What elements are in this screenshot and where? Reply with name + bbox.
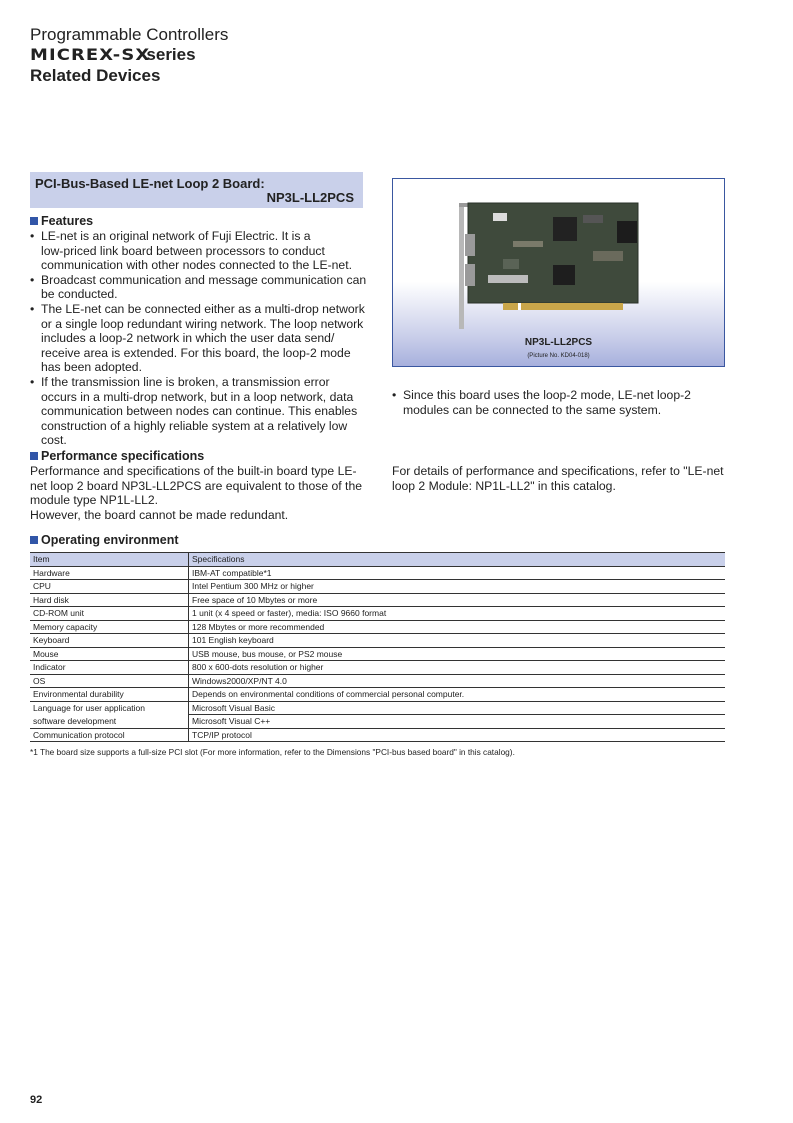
table-row <box>30 620 725 634</box>
cell-item: Environmental durability <box>30 688 189 702</box>
operating-environment-table <box>30 552 725 742</box>
column-header: Item <box>30 553 189 567</box>
table-row <box>30 634 725 648</box>
cell-item: Hard disk <box>30 593 189 607</box>
cell-spec: Windows2000/XP/NT 4.0 <box>189 674 726 688</box>
cell-spec: Microsoft Visual C++ <box>189 715 726 729</box>
text-line: Performance and specifications of the built-in board type LE- <box>30 464 357 478</box>
performance-heading <box>30 449 204 463</box>
chip <box>617 221 637 243</box>
cell-spec: 101 English keyboard <box>189 634 726 648</box>
cell-item: software development <box>30 715 189 729</box>
product-picture <box>392 178 725 367</box>
pci-board-image <box>393 179 724 329</box>
section-marker-icon <box>30 217 38 225</box>
cell-spec: 128 Mbytes or more recommended <box>189 620 726 634</box>
text-line: For details of performance and specifications, refer to "LE-net <box>392 464 724 478</box>
feature-line: Broadcast communication and message communication can <box>41 272 367 287</box>
cell-spec: Depends on environmental conditions of commercial personal computer. <box>189 688 726 702</box>
features-heading <box>30 214 93 228</box>
performance-left-text <box>30 464 375 522</box>
feature-line: modules can be connected to the same system. <box>403 402 662 417</box>
feature-line: The LE-net can be connected either as a multi-drop network <box>41 301 365 316</box>
cell-item: Indicator <box>30 661 189 675</box>
cell-spec: 1 unit (x 4 speed or faster), media: ISO 9660 format <box>189 607 726 621</box>
operating-environment-heading-text: Operating environment <box>41 533 179 547</box>
series-label: series <box>146 45 196 64</box>
table-footnote: *1 The board size supports a full-size PCI slot (For more information, refer to the Dimensions "PCI-bus based board" in this catalog). <box>30 747 515 757</box>
features-heading-text: Features <box>41 214 94 228</box>
cell-item: Memory capacity <box>30 620 189 634</box>
product-title: PCI-Bus-Based LE-net Loop 2 Board: <box>35 176 265 191</box>
performance-right-text <box>392 464 732 493</box>
feature-line: low-priced link board between processors to conduct <box>41 243 325 258</box>
cell-spec: USB mouse, bus mouse, or PS2 mouse <box>189 647 726 661</box>
bullet-icon: • <box>30 301 35 316</box>
table-row <box>30 715 725 729</box>
table-row <box>30 607 725 621</box>
cell-item: Language for user application <box>30 701 189 715</box>
cell-item: CPU <box>30 580 189 594</box>
bullet-icon: • <box>392 388 397 402</box>
performance-heading-text: Performance specifications <box>41 449 205 463</box>
table-row <box>30 661 725 675</box>
feature-line: If the transmission line is broken, a transmission error <box>41 374 330 389</box>
table-row <box>30 566 725 580</box>
product-title-box <box>30 172 363 208</box>
text-line: loop 2 Module: NP1L-LL2" in this catalog. <box>392 478 616 493</box>
series-title <box>30 45 196 65</box>
feature-item <box>30 375 375 448</box>
text-line: module type NP1L-LL2. <box>30 493 159 508</box>
product-model: NP3L-LL2PCS <box>266 190 354 205</box>
board-bracket <box>459 203 464 329</box>
table-row <box>30 688 725 702</box>
text-line: However, the board cannot be made redundant. <box>30 507 289 522</box>
features-list <box>30 229 375 448</box>
table-header-row <box>30 553 725 567</box>
feature-line: Since this board uses the loop-2 mode, LE-net loop-2 <box>403 388 691 402</box>
table-row <box>30 674 725 688</box>
picture-caption: NP3L-LL2PCS <box>524 337 593 348</box>
cell-item: Mouse <box>30 647 189 661</box>
feature-line: or a single loop redundant wiring network. The loop network <box>41 316 364 331</box>
text-line: net loop 2 board NP3L-LL2PCS are equivalent to those of the <box>30 478 362 493</box>
cell-item: OS <box>30 674 189 688</box>
section-title: Related Devices <box>30 66 161 85</box>
feature-item <box>30 229 375 273</box>
cell-spec: 800 x 600-dots resolution or higher <box>189 661 726 675</box>
feature-line: includes a loop-2 network in which the user data send/ <box>41 331 335 346</box>
brand-logo: MICREX-SX <box>30 45 151 64</box>
chip <box>553 265 575 285</box>
bullet-icon: • <box>30 374 35 389</box>
picture-number: (Picture No. KD04-018) <box>527 353 590 359</box>
table-row <box>30 728 725 742</box>
cell-spec: Free space of 10 Mbytes or more <box>189 593 726 607</box>
cell-spec: Microsoft Visual Basic <box>189 701 726 715</box>
features-right-list <box>392 388 727 417</box>
cell-spec: TCP/IP protocol <box>189 728 726 742</box>
feature-item <box>392 388 727 417</box>
page-number: 92 <box>30 1094 43 1106</box>
table-row <box>30 593 725 607</box>
feature-line: construction of a highly reliable system at a relatively low cost. <box>41 418 348 448</box>
cell-item: Keyboard <box>30 634 189 648</box>
bullet-icon: • <box>30 229 35 243</box>
cell-spec: Intel Pentium 300 MHz or higher <box>189 580 726 594</box>
feature-line: LE-net is an original network of Fuji Electric. It is a <box>41 229 311 243</box>
feature-line: be conducted. <box>41 287 118 302</box>
document-category: Programmable Controllers <box>30 25 229 44</box>
feature-item <box>30 273 375 302</box>
feature-line: has been adopted. <box>41 360 142 375</box>
chip <box>553 217 577 241</box>
table-row <box>30 647 725 661</box>
feature-line: receive area is extended. For this board, the loop-2 mode <box>41 345 351 360</box>
section-marker-icon <box>30 536 38 544</box>
cell-item: Hardware <box>30 566 189 580</box>
cell-item: CD-ROM unit <box>30 607 189 621</box>
feature-line: occurs in a multi-drop network, but in a loop network, data <box>41 389 354 404</box>
cell-spec: IBM-AT compatible*1 <box>189 566 726 580</box>
column-header: Specifications <box>189 553 726 567</box>
cell-item: Communication protocol <box>30 728 189 742</box>
feature-line: communication between nodes can continue. This enables <box>41 404 358 419</box>
feature-item <box>30 302 375 375</box>
feature-line: communication with other nodes connected to the LE-net. <box>41 258 352 273</box>
table-row <box>30 580 725 594</box>
operating-environment-heading <box>30 533 179 547</box>
section-marker-icon <box>30 452 38 460</box>
table-row <box>30 701 725 715</box>
bullet-icon: • <box>30 272 35 287</box>
